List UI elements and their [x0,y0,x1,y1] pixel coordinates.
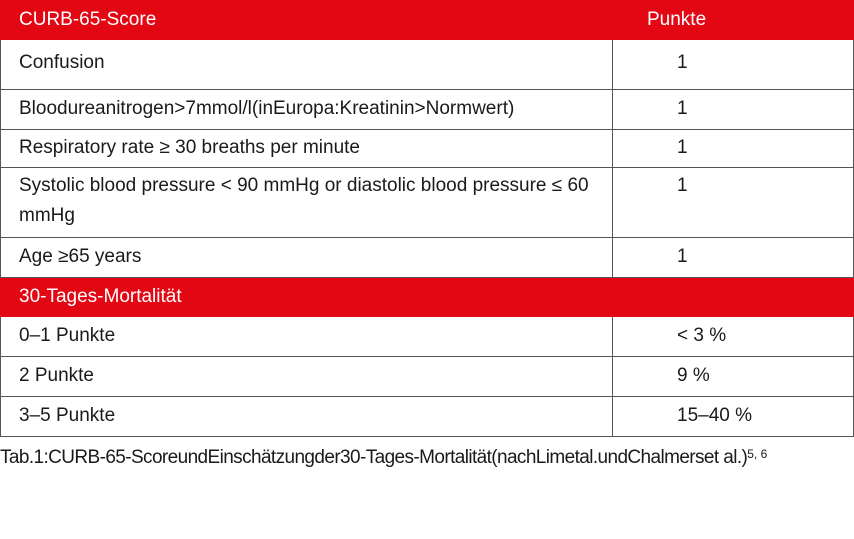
table-row [1,357,854,397]
table-row [1,238,854,278]
score-range-cell: 3–5 Punkte [1,397,613,437]
points-cell: 1 [613,40,854,90]
points-cell: 1 [613,168,854,238]
table-row [1,130,854,168]
mortality-header-label: 30-Tages-Mortalität [1,278,854,317]
caption-references: 5, 6 [747,447,768,461]
table-caption [0,443,852,473]
mortality-header-row [1,278,854,317]
points-header-label: Punkte [613,1,854,40]
criterion-cell: Bloodureanitrogen>7mmol/l(inEuropa:Kreatinin>Normwert) [1,90,613,130]
criterion-cell: Confusion [1,40,613,90]
points-cell: 1 [613,90,854,130]
table-row [1,168,854,238]
table-row [1,317,854,357]
table-row [1,40,854,90]
criterion-cell: Age ≥65 years [1,238,613,278]
criterion-cell: Systolic blood pressure < 90 mmHg or diastolic blood pressure ≤ 60 mmHg [1,168,613,238]
caption-text: Tab.1:CURB-65-ScoreundEinschätzungder30-Tages-Mortalität(nachLimetal.undChalmerset al.) [0,447,748,468]
criterion-cell: Respiratory rate ≥ 30 breaths per minute [1,130,613,168]
mortality-cell: < 3 % [613,317,854,357]
score-header-label: CURB-65-Score [1,1,613,40]
score-header-row [1,1,854,40]
table-row [1,90,854,130]
mortality-cell: 15–40 % [613,397,854,437]
score-range-cell: 2 Punkte [1,357,613,397]
score-range-cell: 0–1 Punkte [1,317,613,357]
points-cell: 1 [613,130,854,168]
points-cell: 1 [613,238,854,278]
mortality-cell: 9 % [613,357,854,397]
table-row [1,397,854,437]
